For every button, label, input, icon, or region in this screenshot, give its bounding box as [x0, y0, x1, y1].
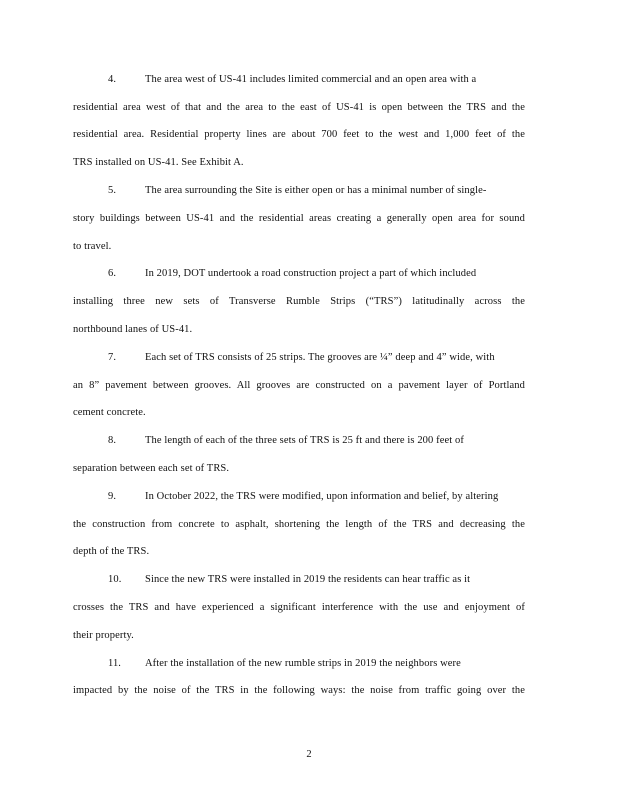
- paragraph-number: 5.: [108, 185, 117, 196]
- paragraph-10-line-1: 10. Since the new TRS were installed in 2019 the residents can hear traffic as it: [108, 574, 471, 585]
- paragraph-6-line-2: installing three new sets of Transverse Rumble Strips (“TRS”) latitudinally across the: [73, 296, 525, 307]
- paragraph-6-line-3: northbound lanes of US-41.: [73, 324, 193, 335]
- paragraph-9-line-2: the construction from concrete to asphalt, shortening the length of the TRS and decreasing the: [73, 519, 525, 530]
- paragraph-7-line-3: cement concrete.: [73, 407, 146, 418]
- paragraph-4-line-1: 4. The area west of US-41 includes limited commercial and an open area with a: [108, 74, 477, 85]
- page-number: 2: [306, 749, 312, 760]
- paragraph-5-line-1: 5. The area surrounding the Site is either open or has a minimal number of single-: [108, 185, 487, 196]
- paragraph-4-line-4: TRS installed on US-41. See Exhibit A.: [73, 157, 244, 168]
- paragraph-5-line-2: story buildings between US-41 and the residential areas creating a generally open area for sound: [73, 213, 525, 224]
- paragraph-8-line-1: 8. The length of each of the three sets of TRS is 25 ft and there is 200 feet of: [108, 435, 464, 446]
- paragraph-6-line-1: 6. In 2019, DOT undertook a road construction project a part of which included: [108, 268, 477, 279]
- paragraph-number: 9.: [108, 491, 117, 502]
- paragraph-9-line-3: depth of the TRS.: [73, 546, 150, 557]
- paragraph-11-line-2: impacted by the noise of the TRS in the following ways: the noise from traffic going over the: [73, 685, 525, 696]
- paragraph-5-line-3: to travel.: [73, 241, 112, 252]
- paragraph-10-line-2: crosses the TRS and have experienced a significant interference with the use and enjoyment of: [73, 602, 525, 613]
- paragraph-number: 4.: [108, 74, 117, 85]
- paragraph-7-line-1: 7. Each set of TRS consists of 25 strips. The grooves are ¼” deep and 4” wide, with: [108, 352, 495, 363]
- paragraph-number: 8.: [108, 435, 117, 446]
- paragraph-number: 6.: [108, 268, 117, 279]
- paragraph-number: 10.: [108, 574, 122, 585]
- paragraph-9-line-1: 9. In October 2022, the TRS were modified, upon information and belief, by altering: [108, 491, 499, 502]
- paragraph-8-line-2: separation between each set of TRS.: [73, 463, 230, 474]
- paragraph-number: 11.: [108, 658, 122, 669]
- paragraph-11-line-1: 11. After the installation of the new rumble strips in 2019 the neighbors were: [108, 658, 461, 669]
- paragraph-10-line-3: their property.: [73, 630, 134, 641]
- paragraph-4-line-3: residential area. Residential property lines are about 700 feet to the west and 1,000 feet of the: [73, 129, 525, 140]
- paragraph-7-line-2: an 8” pavement between grooves. All grooves are constructed on a pavement layer of Portland: [73, 380, 525, 391]
- paragraph-4-line-2: residential area west of that and the area to the east of US-41 is open between the TRS and the: [73, 102, 525, 113]
- paragraph-number: 7.: [108, 352, 117, 363]
